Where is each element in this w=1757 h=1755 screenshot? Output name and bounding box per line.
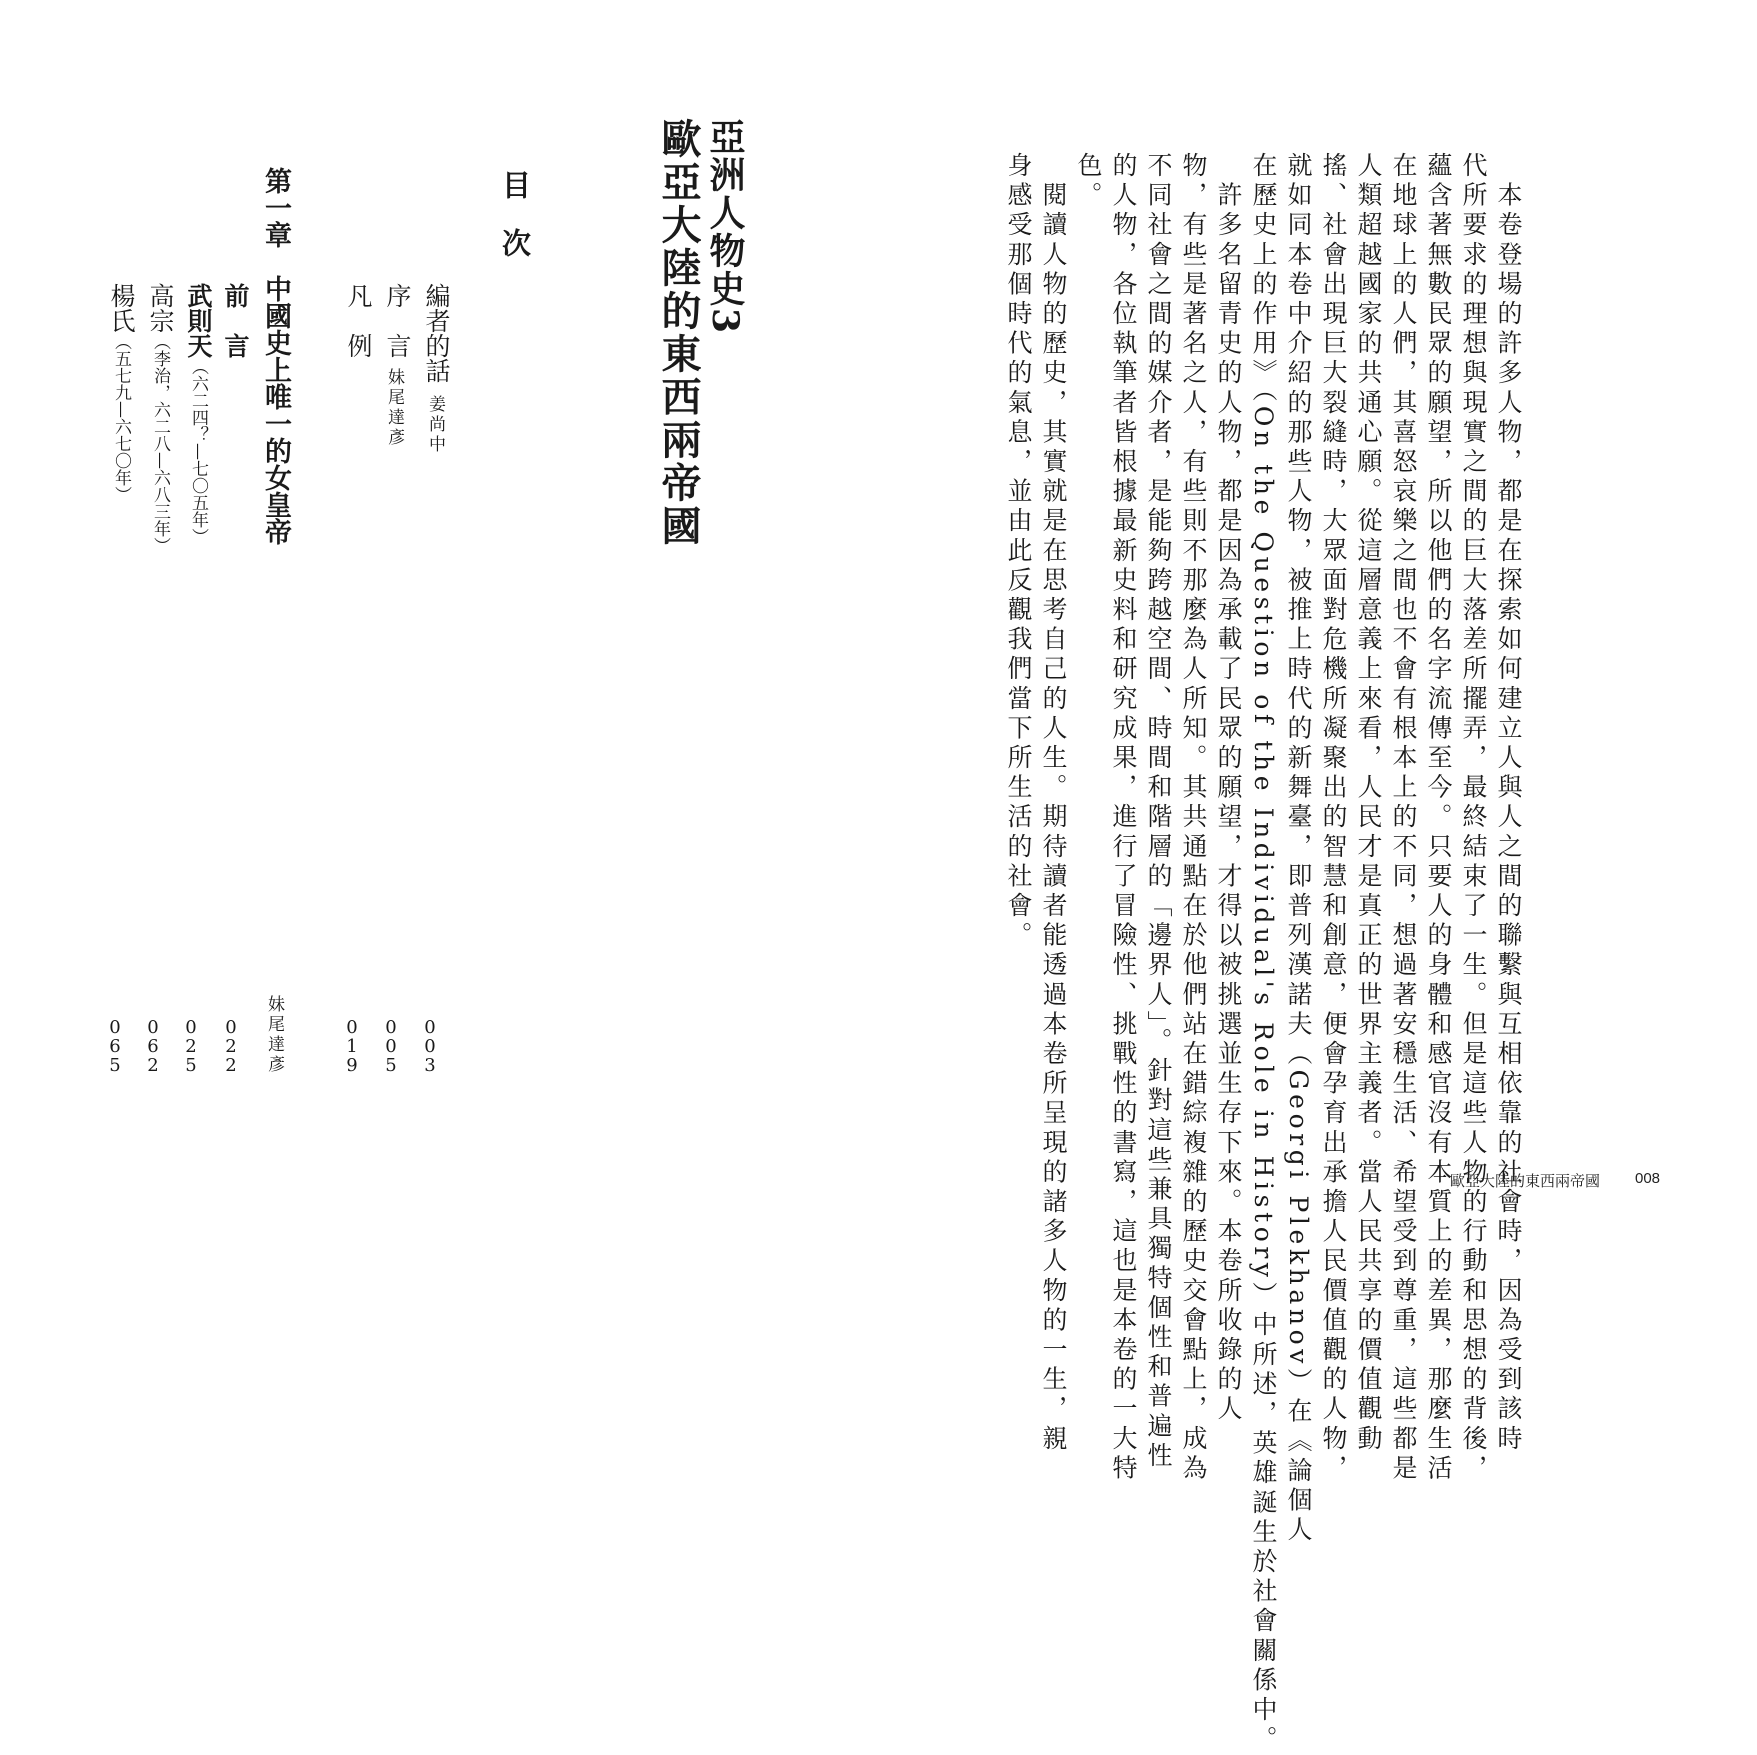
toc-entry-title: 序 言: [383, 283, 412, 358]
page-digit: 0: [385, 1017, 397, 1038]
text-column: 蘊含著無數民眾的願望，所以他們的名字流傳至今。只要人的身體和感官沒有本質上的差異，那麼生活: [1424, 152, 1453, 1484]
toc-heading: 目 次: [498, 170, 532, 257]
toc-entry-author: 妹尾達彥: [264, 995, 284, 1075]
book-title: 歐亞大陸的東西兩帝國: [655, 118, 702, 548]
toc-entry-title: 前 言: [221, 283, 250, 358]
text-column: 閱讀人物的歷史，其實就是在思考自己的人生。期待讀者能透過本卷所呈現的諸多人物的一生，親: [1039, 152, 1068, 1455]
toc-entry-page: [144, 1019, 162, 1076]
toc-entry-author: 姜尚中: [425, 395, 445, 455]
toc-entry-page: [182, 1019, 200, 1076]
page-digit: 0: [346, 1017, 358, 1038]
toc-entry-page: [421, 1019, 439, 1076]
text-column: 本卷登場的許多人物，都是在探索如何建立人與人之間的聯繫與互相依靠的社會時，因為受到該時: [1494, 152, 1523, 1455]
series-title: 亞洲人物史3: [704, 118, 746, 336]
text-column: 代所要求的理想與現實之間的巨大落差所擺弄，最終結束了一生。但是這些人物的行動和思想的背後，: [1459, 152, 1488, 1484]
toc-entry-label: [142, 283, 178, 554]
toc-entry-note: （李治，六二八—六八三年）: [150, 333, 170, 554]
page-digit: 0: [385, 1035, 397, 1057]
text-column: 不同社會之間的媒介者，是能夠跨越空間、時間和階層的「邊界人」。針對這些兼具獨特個性和普遍性: [1144, 152, 1173, 1472]
text-column: 就如同本卷中介紹的那些人物，被推上時代的新舞臺，即普列漢諾夫（Georgi Plekhanov）在《論個人: [1284, 152, 1313, 1546]
toc-entry-title: 高宗: [146, 283, 175, 333]
text-column: 身感受那個時代的氣息，並由此反觀我們當下所生活的社會。: [1004, 152, 1033, 952]
page-digit: 1: [346, 1035, 358, 1057]
page-digit: 0: [424, 1017, 436, 1038]
page-digit: 0: [147, 1017, 159, 1038]
toc-entry-label: [180, 283, 216, 545]
toc-entry-title: 編者的話: [422, 283, 451, 383]
page-digit: 6: [109, 1035, 121, 1057]
page-digit: 2: [225, 1035, 237, 1057]
text-column: 的人物，各位執筆者皆根據最新史料和研究成果，進行了冒險性、挑戰性的書寫，這也是本卷的一大特: [1109, 152, 1138, 1484]
text-column: 物，有些是著名之人，有些則不那麼為人所知。其共通點在於他們站在錯綜複雜的歷史交會點上，成為: [1179, 152, 1208, 1484]
page-digit: 0: [424, 1035, 436, 1057]
toc-entry-author: 妹尾達彥: [384, 368, 404, 448]
page-number: 008: [1635, 1170, 1661, 1187]
toc-entry-page: [106, 1019, 124, 1076]
toc-entry-label: [103, 283, 139, 503]
page-digit: 2: [147, 1054, 159, 1076]
toc-entry-page: [343, 1019, 361, 1076]
page-digit: 0: [109, 1017, 121, 1038]
page-digit: 5: [109, 1054, 121, 1076]
page-digit: 0: [225, 1017, 237, 1038]
text-column: 搖、社會出現巨大裂縫時，大眾面對危機所凝聚出的智慧和創意，便會孕育出承擔人民價值觀的人物，: [1319, 152, 1348, 1484]
toc-entry-title: 楊氏: [107, 283, 136, 333]
page-digit: 3: [424, 1054, 436, 1076]
toc-entry-title: 武則天: [184, 283, 213, 358]
toc-entry-page: [382, 1019, 400, 1076]
page-digit: 2: [225, 1054, 237, 1076]
text-column: 人類超越國家的共通心願。從這層意義上來看，人民才是真正的世界主義者。當人民共享的價值觀動: [1354, 152, 1383, 1455]
toc-entry-title: 第一章 中國史上唯一的女皇帝: [260, 167, 291, 545]
page-digit: 5: [185, 1054, 197, 1076]
toc-entry-note: （五七九—六七〇年）: [111, 333, 131, 503]
running-footer-title: 歐亞大陸的東西兩帝國: [1450, 1173, 1601, 1190]
toc-entry-note: （六二四？—七〇五年）: [188, 358, 208, 545]
text-column: 色。: [1074, 152, 1103, 212]
toc-entry-title: 凡 例: [344, 283, 373, 358]
page-digit: 6: [147, 1035, 159, 1057]
toc-entry-page: [222, 1019, 240, 1076]
page-digit: 2: [185, 1035, 197, 1057]
text-column: 在地球上的人們，其喜怒哀樂之間也不會有根本上的不同，想過著安穩生活、希望受到尊重，這些都是: [1389, 152, 1418, 1484]
page-digit: 9: [346, 1054, 358, 1076]
page-digit: 5: [385, 1054, 397, 1076]
page-digit: 0: [185, 1017, 197, 1038]
text-column: 在歷史上的作用》（On the Question of the Individual's Role in History）中所述，英雄誕生於社會關係中。: [1249, 152, 1278, 1755]
text-column: 許多名留青史的人物，都是因為承載了民眾的願望，才得以被挑選並生存下來。本卷所收錄的人: [1214, 152, 1243, 1425]
